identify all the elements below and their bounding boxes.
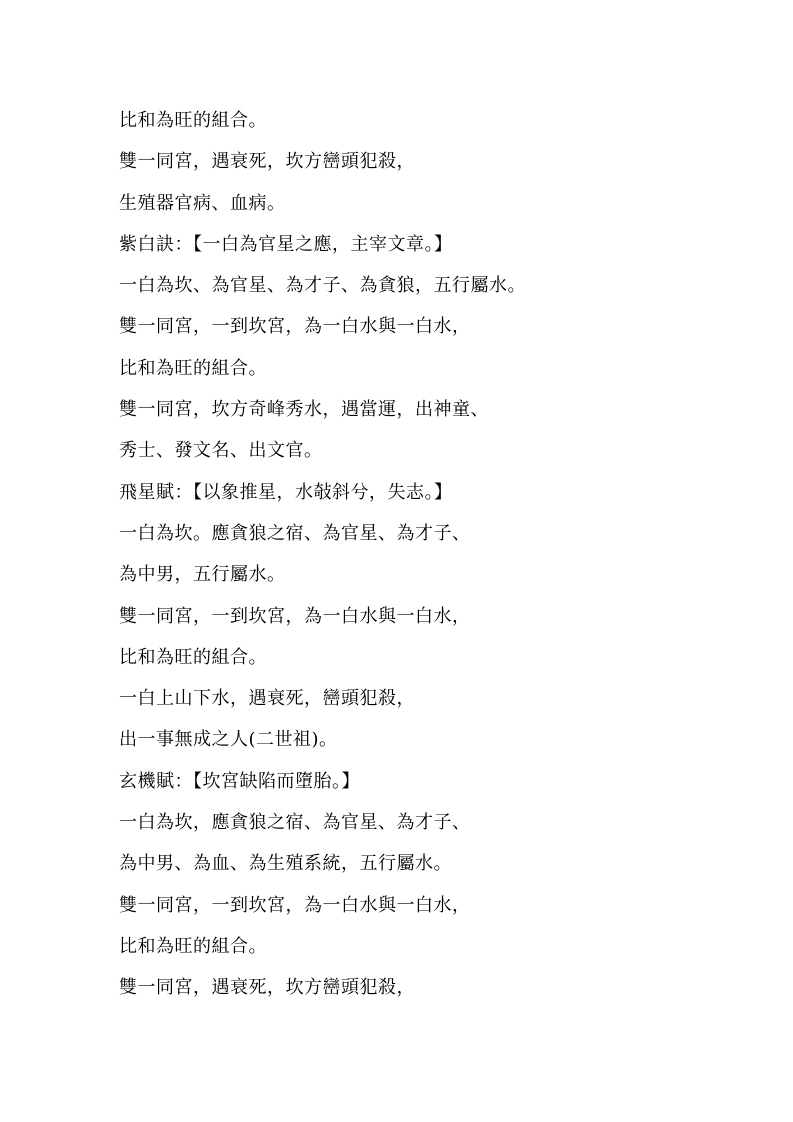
text-line: 雙一同宮，一到坎宮，為一白水與一白水， <box>119 894 471 916</box>
text-line: 比和為旺的組合。 <box>119 357 267 379</box>
text-line: 秀士、發文名、出文官。 <box>119 440 323 462</box>
text-line: 為中男，五行屬水。 <box>119 564 286 586</box>
text-line: 雙一同宮，一到坎宮，為一白水與一白水， <box>119 605 471 627</box>
text-line: 紫白訣：【一白為官星之應，主宰文章。】 <box>119 233 453 255</box>
text-line: 雙一同宮，遇衰死，坎方巒頭犯殺， <box>119 977 415 999</box>
text-line: 比和為旺的組合。 <box>119 646 267 668</box>
text-body <box>119 100 759 1009</box>
text-line: 一白為坎、為官星、為才子、為貪狼，五行屬水。 <box>119 275 526 297</box>
text-line: 雙一同宮，坎方奇峰秀水，遇當運，出神童、 <box>119 399 489 421</box>
text-line: 一白上山下水，遇衰死，巒頭犯殺， <box>119 688 415 710</box>
text-line: 比和為旺的組合。 <box>119 110 267 131</box>
text-line: 玄機賦：【坎宮缺陷而墮胎。】 <box>119 770 360 792</box>
text-line: 一白為坎。應貪狼之宿、為官星、為才子、 <box>119 522 471 544</box>
text-line: 出一事無成之人(二世祖)。 <box>119 729 338 751</box>
text-line: 一白為坎，應貪狼之宿、為官星、為才子、 <box>119 812 471 834</box>
text-line: 生殖器官病、血病。 <box>119 192 286 214</box>
text-line: 飛星賦：【以象推星，水敧斜兮，失志。】 <box>119 481 453 503</box>
text-line: 比和為旺的組合。 <box>119 935 267 957</box>
text-line: 雙一同宮，遇衰死，坎方巒頭犯殺， <box>119 151 415 173</box>
text-line: 為中男、為血、為生殖系統，五行屬水。 <box>119 853 452 875</box>
text-line: 雙一同宮，一到坎宮，為一白水與一白水， <box>119 316 471 338</box>
